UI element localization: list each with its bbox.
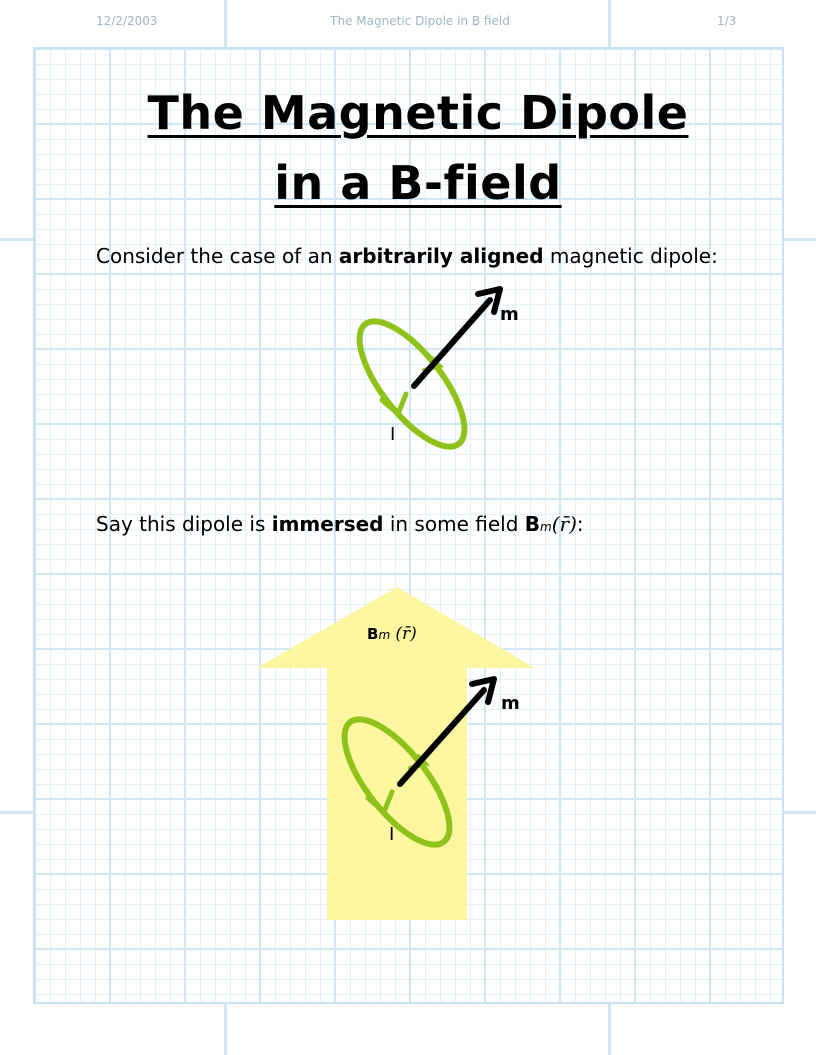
moment-label-m: m: [501, 693, 520, 714]
page-title-line-2: in a B-field: [274, 156, 562, 210]
paragraph-text: :: [576, 512, 584, 536]
field-symbol: B: [524, 512, 540, 536]
paragraph-text: Consider the case of an: [96, 244, 339, 268]
paragraph-text: Say this dipole is: [96, 512, 272, 536]
header-page-number: 1/3: [717, 14, 737, 28]
header-date: 12/2/2003: [96, 14, 158, 28]
header-doc-title: The Magnetic Dipole in B field: [330, 14, 510, 28]
current-label-i: I: [390, 424, 396, 445]
field-label-symbol: B: [367, 625, 379, 643]
field-argument: (r̄): [551, 512, 577, 536]
field-label: [367, 624, 417, 644]
paragraph-emphasis: arbitrarily aligned: [338, 244, 544, 268]
paragraph-emphasis: immersed: [271, 512, 384, 536]
field-label-argument: (r̄): [395, 624, 417, 644]
field-label-subscript: m: [378, 628, 391, 642]
current-label-i: I: [389, 824, 395, 845]
paragraph-text: in some field: [383, 512, 525, 536]
paragraph-text: magnetic dipole:: [543, 244, 718, 268]
page-title-line-1: The Magnetic Dipole: [147, 86, 689, 140]
field-subscript: m: [540, 520, 552, 534]
moment-label-m: m: [500, 304, 519, 325]
